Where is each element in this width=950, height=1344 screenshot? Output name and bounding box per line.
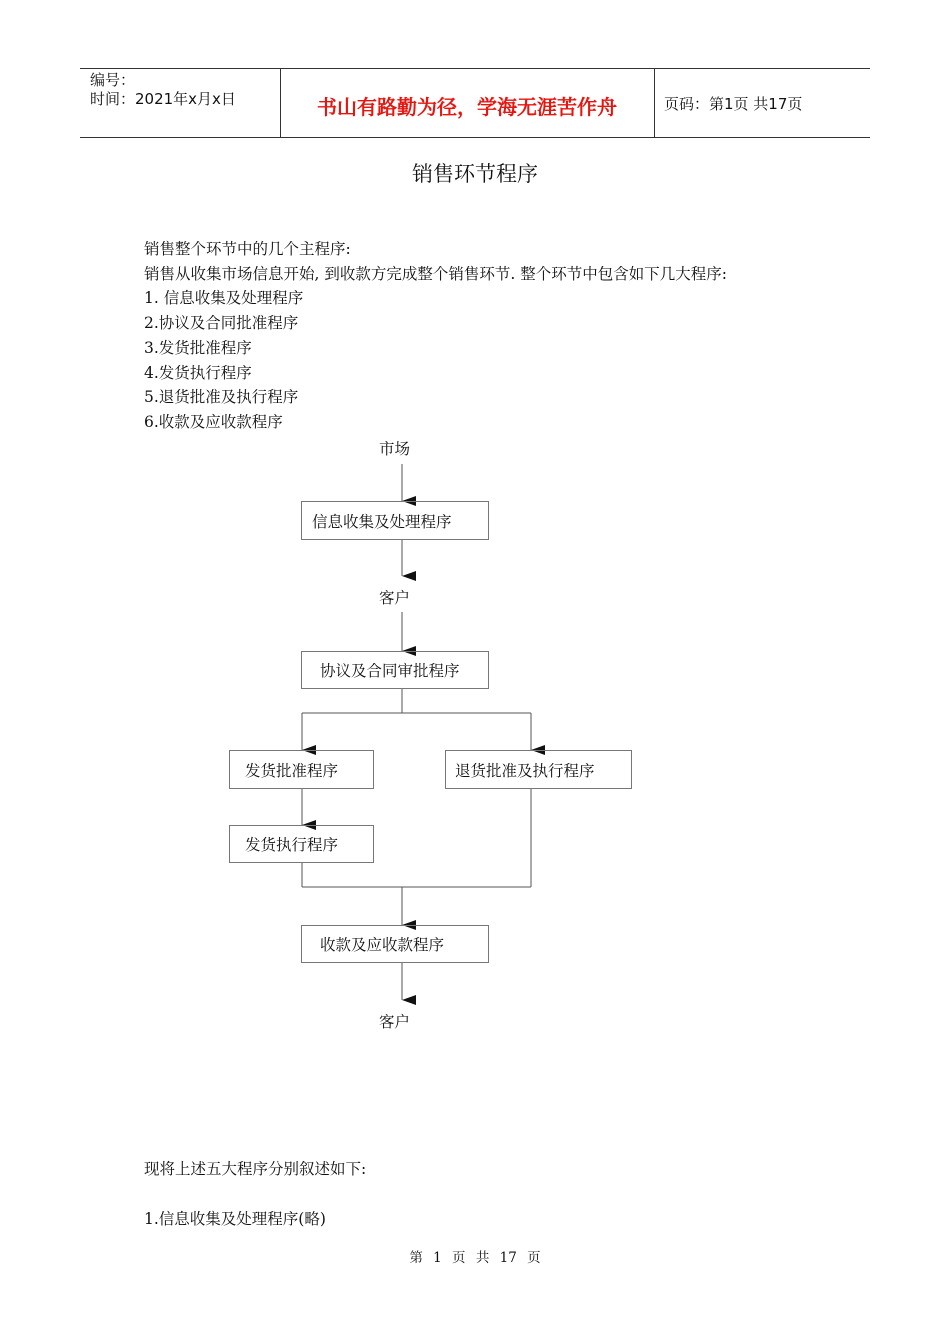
header-number-label: 编号： [90,71,136,89]
closing-text: 现将上述五大程序分别叙述如下: [144,1160,367,1178]
flow-box-label: 发货批准程序 [245,761,339,780]
flow-box-shipment-execution [229,825,374,863]
section-heading: 1.信息收集及处理程序(略) [144,1210,326,1228]
procedure-item: 4.发货执行程序 [144,363,252,382]
flow-box-shipment-approval [229,750,374,789]
flow-box-info-process [301,501,489,540]
procedure-item: 2.协议及合同批准程序 [144,314,299,333]
flow-label-market: 市场 [379,440,411,458]
flow-box-receivables [301,925,489,963]
document-title: 销售环节程序 [412,162,538,186]
intro-text: 销售从收集市场信息开始, 到收款方完成整个销售环节. 整个环节中包含如下几大程序: [144,264,727,283]
procedure-item: 6.收款及应收款程序 [144,412,283,431]
flow-box-label: 协议及合同审批程序 [320,662,460,680]
flow-label-customer: 客户 [379,589,411,607]
flow-label-customer: 客户 [379,1013,411,1031]
flow-box-label: 收款及应收款程序 [320,936,445,954]
procedure-item: 3.发货批准程序 [144,338,252,357]
flow-box-label: 发货执行程序 [245,836,339,854]
flow-box-label: 退货批准及执行程序 [455,761,595,780]
flow-box-label: 信息收集及处理程序 [312,512,452,531]
header-motto: 书山有路勤为径，学海无涯苦作舟 [317,95,617,119]
flow-box-contract-approval [301,651,489,689]
procedure-item: 1. 信息收集及处理程序 [144,289,304,308]
intro-heading: 销售整个环节中的几个主程序: [144,240,351,258]
header-time-label: 时间：2021年x月x日 [90,90,236,108]
header-page-info: 页码：第1页 共17页 [664,95,803,113]
page-footer: 第 1 页 共 17 页 [409,1250,541,1266]
procedure-item: 5.退货批准及执行程序 [144,388,299,407]
flow-box-return-process [445,750,632,789]
